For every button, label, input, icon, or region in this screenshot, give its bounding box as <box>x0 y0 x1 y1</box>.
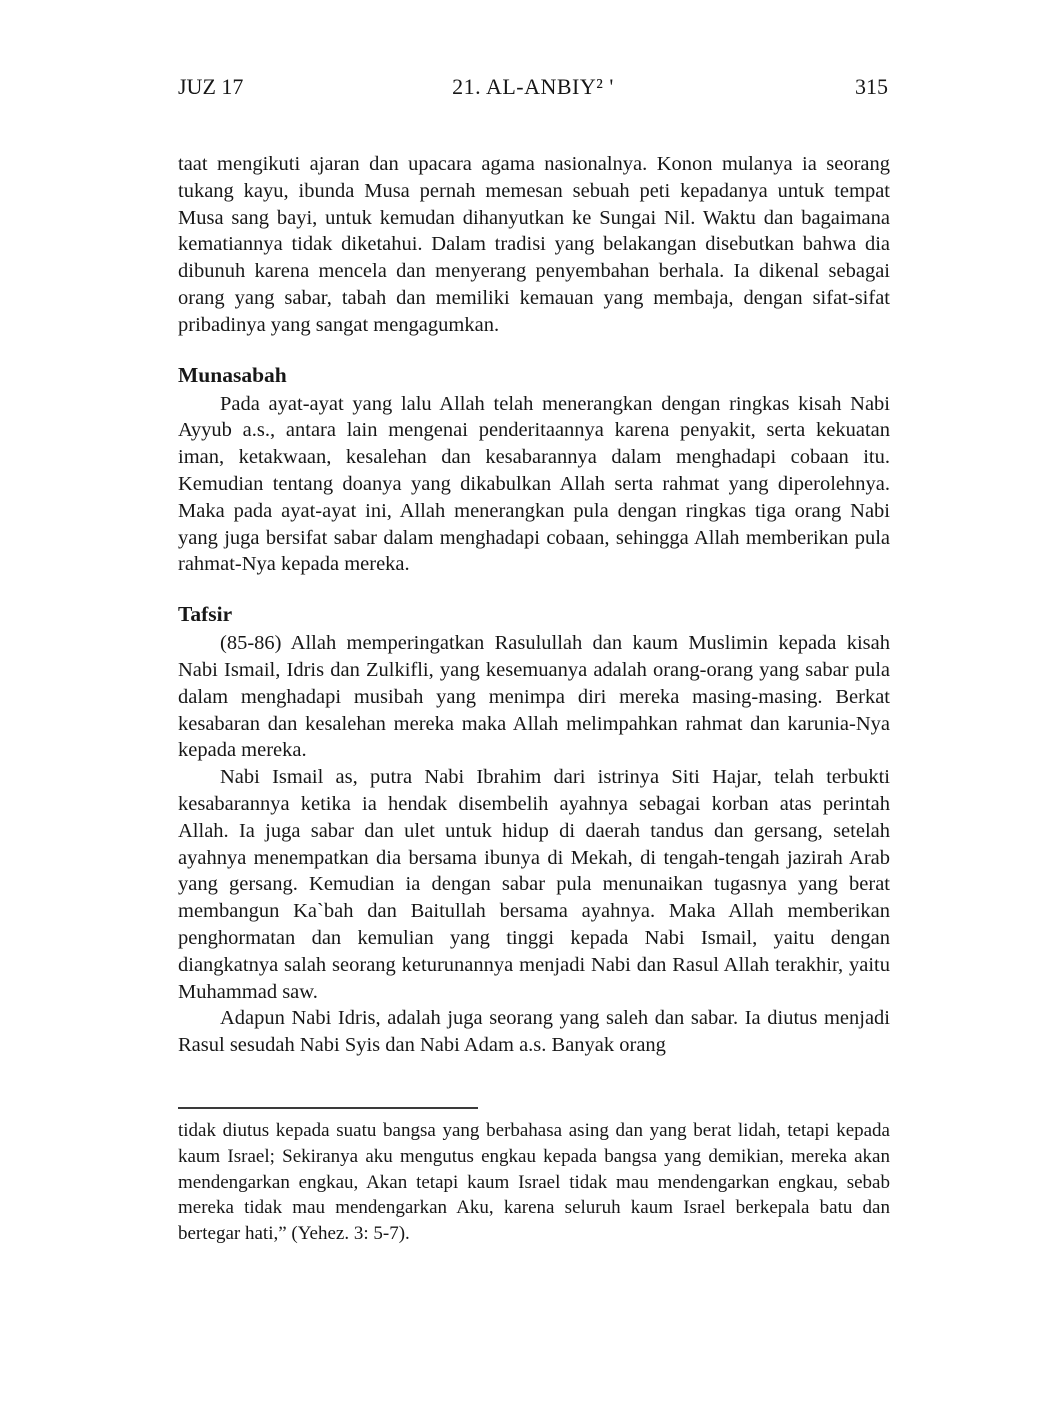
section-heading-tafsir: Tafsir <box>178 602 233 627</box>
page-number: 315 <box>855 74 888 99</box>
paragraph-tafsir-2: Nabi Ismail as, putra Nabi Ibrahim dari istrinya Siti Hajar, telah terbukti kesabarannya ketika ia hendak disembelih ayahnya sebagai korban atas perintah Allah. Ia juga sabar dan ulet untuk hidup di daerah tandus dan gersang, setelah ayahnya menempatkan dia bersama ibunya di Mekah, di tengah-tengah jazirah Arab yang gersang. Kemudian ia dengan sabar pula menunaikan tugasnya yang berat membangun Ka`bah dan Baitullah bersama ayahnya. Maka Allah memberikan penghormatan dan kemulian yang tinggi kepada Nabi Ismail, yaitu dengan diangkatnya salah seorang keturunannya menjadi Nabi dan Rasul Allah terakhir, yaitu Muhammad saw. <box>178 766 890 1003</box>
paragraph-tafsir-1: (85-86) Allah memperingatkan Rasulullah dan kaum Muslimin kepada kisah Nabi Ismail, Idris dan Zulkifli, yang kesemuanya adalah orang-orang yang sabar pula dalam menghadapi musibah yang menimpa diri mereka masing-masing. Berkat kesabaran dan kesalehan mereka maka Allah melimpahkan rahmat dan karunia-Nya kepada mereka. <box>178 632 890 762</box>
footnote-area <box>178 1107 890 1247</box>
surah-title: 21. AL-ANBIY² ' <box>452 74 614 99</box>
footnote-separator <box>178 1107 478 1109</box>
main-text <box>178 151 890 1059</box>
section-heading-munasabah: Munasabah <box>178 362 287 387</box>
juz-label: JUZ 17 <box>178 74 244 99</box>
paragraph-munasabah: Pada ayat-ayat yang lalu Allah telah menerangkan dengan ringkas kisah Nabi Ayyub a.s., antara lain mengenai penderitaannya karena penyakit, serta kekuatan iman, ketakwaan, kesalehan dan kesabarannya dalam menghadapi cobaan itu. Kemudian tentang doanya yang dikabulkan Allah serta rahmat yang diperolehnya. Maka pada ayat-ayat ini, Allah menerangkan pula dengan ringkas tiga orang Nabi yang juga bersifat sabar dalam menghadapi cobaan, sehingga Allah memberikan pula rahmat-Nya kepada mereka. <box>178 392 890 576</box>
page-header <box>178 74 888 102</box>
footnote-text: tidak diutus kepada suatu bangsa yang berbahasa asing dan yang berat lidah, tetapi kepada kaum Israel; Sekiranya aku mengutus engkau kepada bangsa yang demikian, mereka akan mendengarkan engkau, Akan tetapi kaum Israel tidak mau mendengarkan engkau, sebab mereka tidak mau mendengarkan Aku, karena seluruh kaum Israel berkepala batu dan bertegar hati,” (Yehez. 3: 5-7). <box>178 1120 890 1245</box>
paragraph-tafsir-3: Adapun Nabi Idris, adalah juga seorang yang saleh dan sabar. Ia diutus menjadi Rasul sesudah Nabi Syis dan Nabi Adam a.s. Banyak orang <box>178 1007 890 1057</box>
paragraph-intro: taat mengikuti ajaran dan upacara agama nasionalnya. Konon mulanya ia seorang tukang kayu, ibunda Musa pernah memesan sebuah peti kepadanya untuk tempat Musa sang bayi, untuk kemudan dihanyutkan ke Sungai Nil. Waktu dan bagaimana kematiannya tidak diketahui. Dalam tradisi yang belakangan disebutkan bahwa dia dibunuh karena mencela dan menyerang penyembahan berhala. Ia dikenal sebagai orang yang sabar, tabah dan memiliki kemauan yang membaja, dengan sifat-sifat pribadinya yang sangat mengagumkan. <box>178 153 890 336</box>
